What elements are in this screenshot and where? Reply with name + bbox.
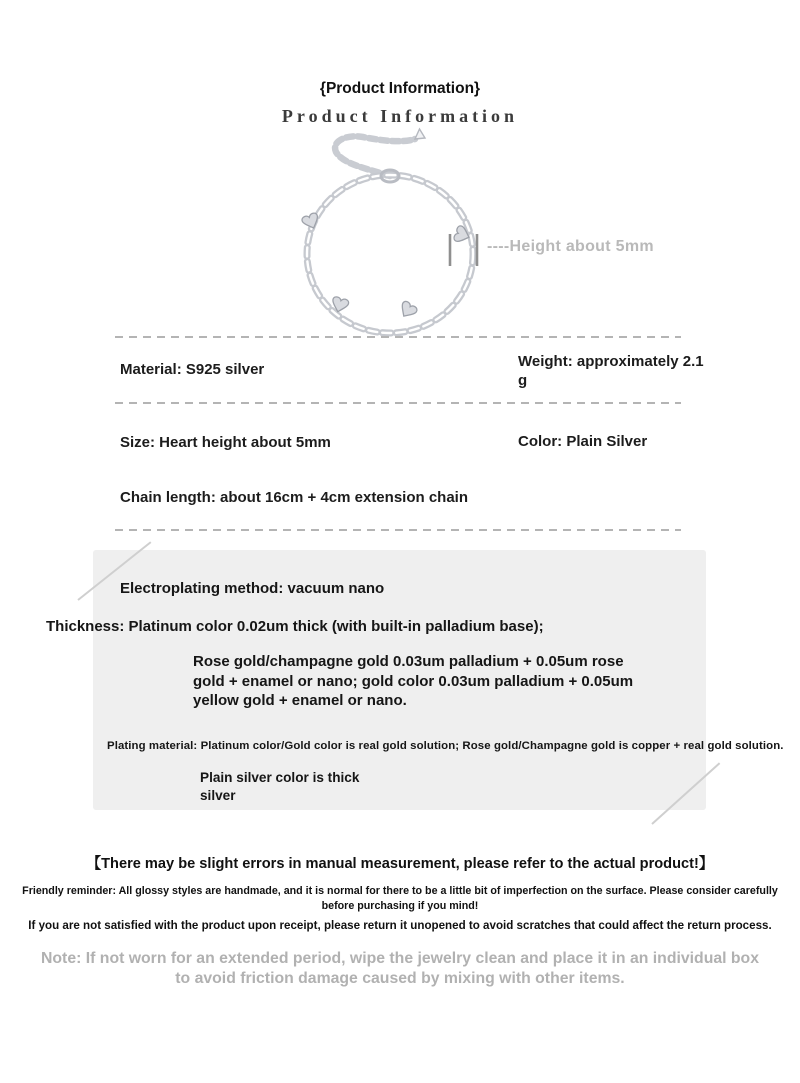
dashed-divider — [115, 402, 681, 404]
plating-material: Plating material: Platinum color/Gold color is real gold solution; Rose gold/Champagne gold is copper + real gold solution. — [107, 740, 784, 752]
page-subtitle-serif: Product Information — [281, 106, 519, 126]
note-friendly-reminder: Friendly reminder: All glossy styles are handmade, and it is normal for there to be a little bit of imperfection on the surface. Please consider carefully before purchasing if you mind! — [22, 885, 778, 912]
height-annotation: ----Height about 5mm — [487, 238, 654, 255]
extension-chain — [335, 136, 415, 176]
spec-chain-length: Chain length: about 16cm + 4cm extension chain — [120, 489, 468, 506]
dashed-divider — [115, 336, 681, 338]
spec-material: Material: S925 silver — [120, 361, 265, 378]
chain-tip-charm — [415, 129, 425, 139]
page-title: {Product Information} — [319, 80, 481, 97]
note-storage-care: Note: If not worn for an extended period, wipe the jewelry clean and place it in an individual box to avoid friction damage caused by mixing with other items. — [41, 950, 759, 987]
spec-weight: Weight: approximately 2.1 g — [518, 353, 704, 389]
spec-size: Size: Heart height about 5mm — [120, 434, 331, 451]
spec-color: Color: Plain Silver — [518, 433, 648, 450]
product-photo-bracelet — [293, 126, 493, 338]
dashed-divider — [115, 529, 681, 531]
note-measurement: 【There may be slight errors in manual measurement, please refer to the actual product!】 — [86, 856, 714, 872]
plating-method: Electroplating method: vacuum nano — [120, 580, 385, 597]
plating-thickness: Thickness: Platinum color 0.02um thick (with built-in palladium base); — [46, 618, 544, 635]
note-return-policy: If you are not satisfied with the product upon receipt, please return it unopened to avoid scratches that could affect the return process. — [28, 919, 772, 932]
plating-plain-silver: Plain silver color is thick silver — [200, 770, 360, 803]
heart-charm-icon — [397, 300, 418, 321]
plating-detail: Rose gold/champagne gold 0.03um palladium + 0.05um rose gold + enamel or nano; gold color 0.03um palladium + 0.05um yellow gold + enamel or nano. — [193, 653, 634, 709]
